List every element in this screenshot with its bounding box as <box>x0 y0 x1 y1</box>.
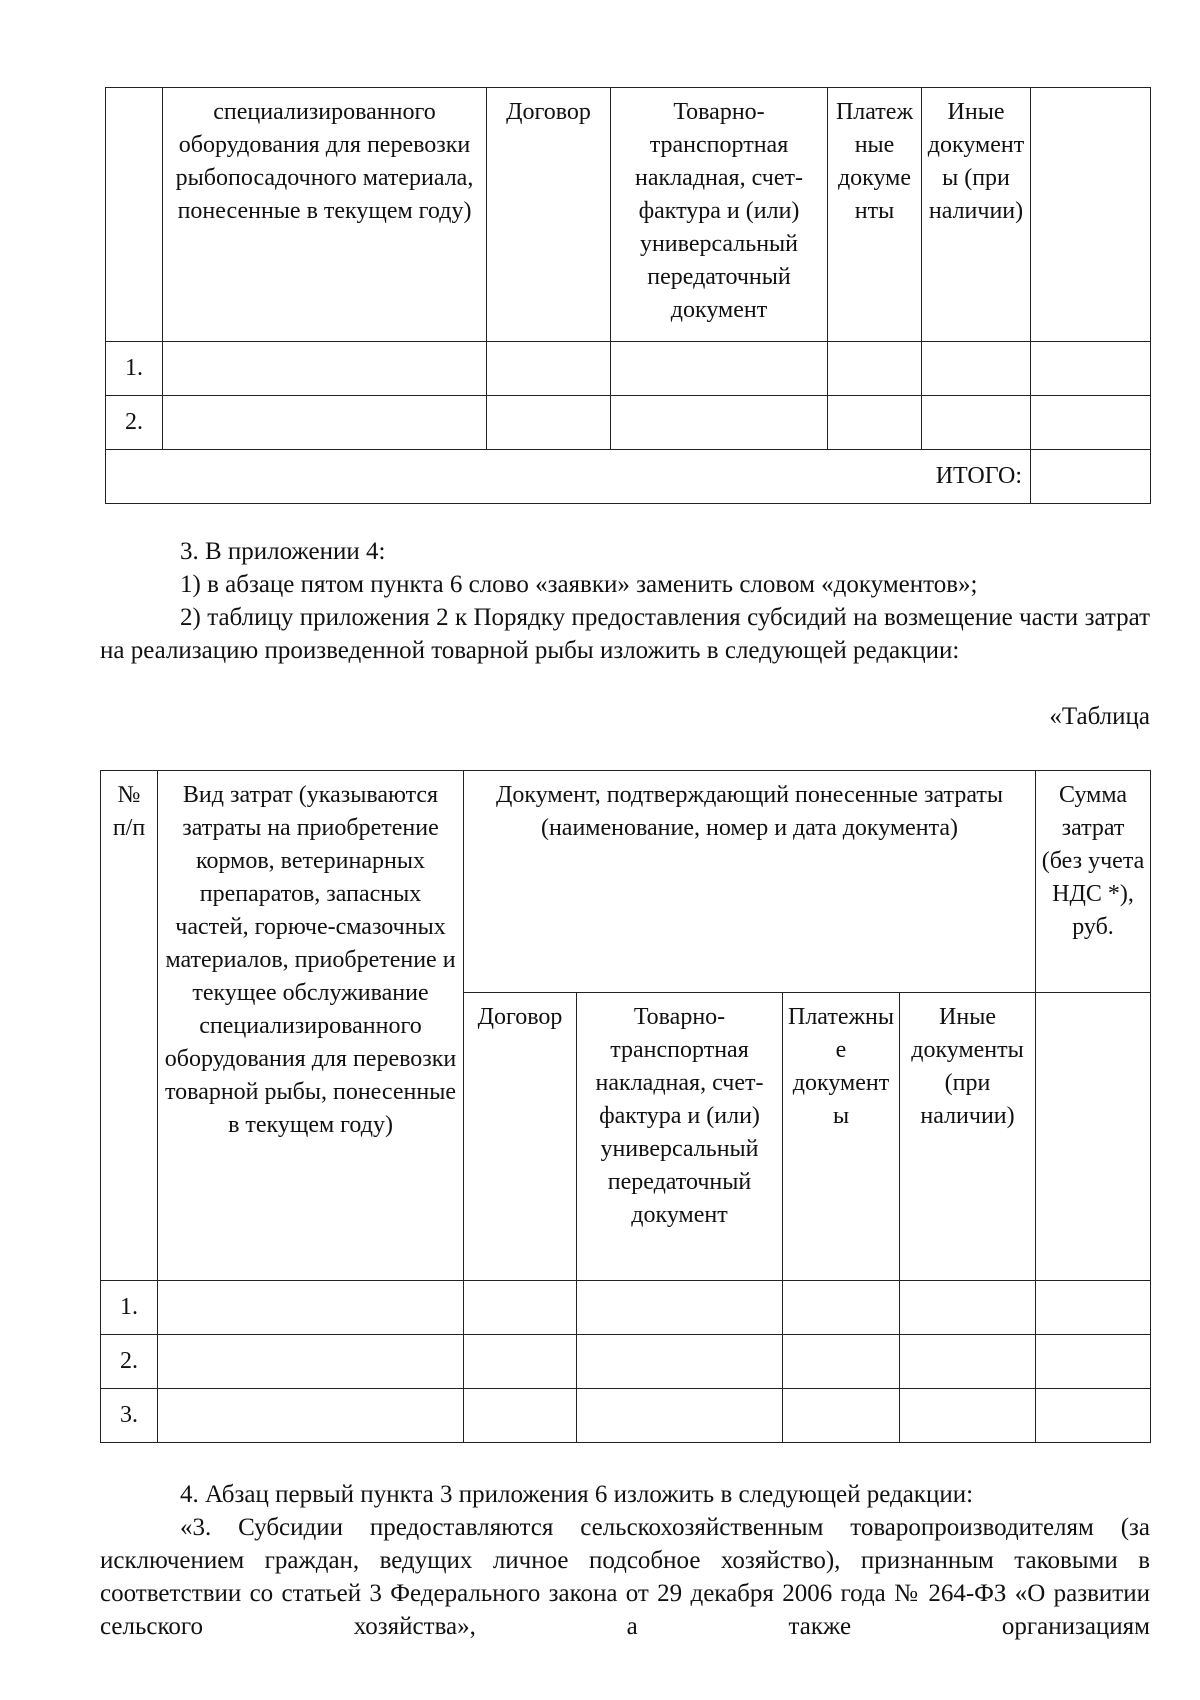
table2-header-waybill: Товарно-транспортная накладная, счет-фактура и (или) универсальный передаточный документ <box>577 993 783 1281</box>
table1-header-waybill: Товарно-транспортная накладная, счет-фактура и (или) универсальный передаточный документ <box>611 88 828 342</box>
total-value <box>1031 450 1151 504</box>
table2-header-sum: Сумма затрат (без учета НДС *), руб. <box>1036 771 1151 993</box>
table2-header-cost-type: Вид затрат (указываются затраты на приобретение кормов, ветеринарных препаратов, запасных частей, горюче-смазочных материалов, приобретение и текущее обслуживание специализированного оборудования для перевозки товарной рыбы, понесенные в текущем году) <box>158 771 464 1281</box>
table-row <box>101 1389 1151 1443</box>
table-row <box>106 342 1151 396</box>
continuation-table <box>105 87 1151 504</box>
table1-header-payment: Платежные документы <box>828 88 922 342</box>
table1-header-cost-type: специализированного оборудования для перевозки рыбопосадочного материала, понесенные в текущем году) <box>163 88 487 342</box>
row-number: 2. <box>106 396 163 450</box>
table1-total-row <box>106 450 1151 504</box>
table2-header-row-1 <box>101 771 1151 993</box>
row-number: 2. <box>101 1335 158 1389</box>
section3-item1: 1) в абзаце пятом пункта 6 слово «заявки» заменить словом «документов»; <box>180 571 978 598</box>
table2-header-empty <box>1036 993 1151 1281</box>
table1-header-other: Иные документы (при наличии) <box>922 88 1031 342</box>
table-row <box>106 396 1151 450</box>
table1-header-sum <box>1031 88 1151 342</box>
section4-text: «3. Субсидии предоставляются сельскохозяйственным товаропроизводителям (за исключением граждан, ведущих личное подсобное хозяйство), признанным таковыми в соответствии со статьей 3 Федерального закона от 29 декабря 2006 года № 264-ФЗ «О развитии сельского хозяйства», а также организациям <box>100 1514 1150 1640</box>
table2-header-document-group: Документ, подтверждающий понесенные затраты (наименование, номер и дата документа) <box>464 771 1036 993</box>
table2-header-contract: Договор <box>464 993 577 1281</box>
table2-header-other: Иные документы (при наличии) <box>900 993 1036 1281</box>
total-label: ИТОГО: <box>106 450 1031 504</box>
section4-title: 4. Абзац первый пункта 3 приложения 6 изложить в следующей редакции: <box>180 1481 974 1508</box>
table2-header-num: № п/п <box>101 771 158 1281</box>
table2-header-payment: Платежные документы <box>783 993 900 1281</box>
row-number: 1. <box>101 1281 158 1335</box>
section3-item2: 2) таблицу приложения 2 к Порядку предоставления субсидий на возмещение части затрат на реализацию произведенной товарной рыбы изложить в следующей редакции: <box>100 604 1150 664</box>
table-row <box>101 1335 1151 1389</box>
table1-header-num <box>106 88 163 342</box>
table1-header-row <box>106 88 1151 342</box>
table-row <box>101 1281 1151 1335</box>
expenses-table <box>100 770 1151 1443</box>
section3-title: 3. В приложении 4: <box>180 538 386 565</box>
table-label: «Таблица <box>1049 703 1150 730</box>
row-number: 3. <box>101 1389 158 1443</box>
row-number: 1. <box>106 342 163 396</box>
table1-header-contract: Договор <box>487 88 611 342</box>
